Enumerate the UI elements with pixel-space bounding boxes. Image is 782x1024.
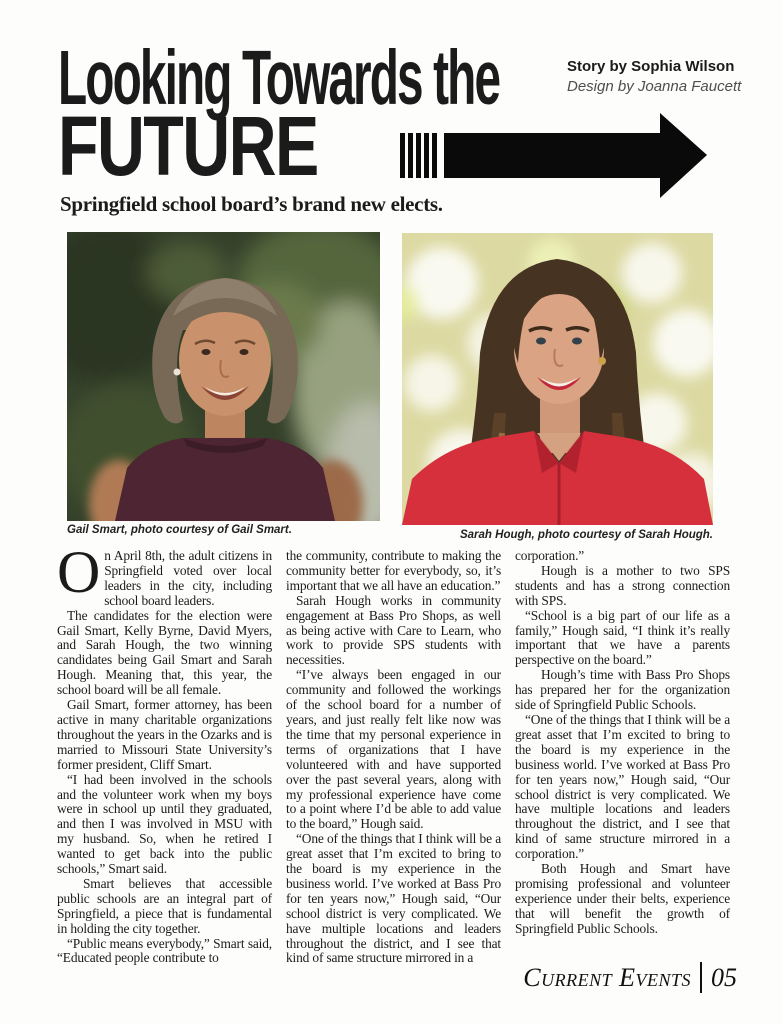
photo-gail-smart — [67, 232, 380, 521]
article-paragraph: “One of the things that I think will be a great asset that I’m excited to bring to the board is my experience in the business world. I’ve worked at Bass Pro for ten years now,” Hough said, “Our school district is very complicated. We have multiple locations and leaders throughout the district, and I see that kind of same structure mirrored in a corporation.” — [515, 711, 730, 862]
arrow-stripe — [416, 133, 421, 178]
article-column-3 — [515, 549, 730, 966]
arrow-shaft — [444, 133, 662, 178]
article-subtitle: Springfield school board’s brand new elects. — [60, 192, 443, 216]
article-paragraph: Hough’s time with Bass Pro Shops has prepared her for the organization side of Springfield Public Schools. — [515, 667, 730, 713]
article-paragraph: “I had been involved in the schools and the volunteer work when my boys were in school up until they graduated, and then I was involved in MSU with my husband. So, when he retired I wanted to get back into the public schools,” Smart said. — [57, 771, 272, 877]
footer-divider — [700, 962, 702, 993]
photo-sarah-hough — [402, 233, 713, 525]
article-paragraph: “School is a big part of our life as a family,” Hough said, “I think it’s really important that we have a parents perspective on the board.” — [515, 607, 730, 668]
byline — [567, 57, 747, 97]
article-paragraph: Sarah Hough works in community engagement at Bass Pro Shops, as well as being active with Care to Learn, who work to provide SPS students with necessities. — [286, 592, 501, 668]
page-title: Looking Towards the — [58, 35, 500, 121]
photo-caption-sarah: Sarah Hough, photo courtesy of Sarah Hough. — [459, 529, 713, 541]
arrow-stripe — [400, 133, 405, 178]
page-title-line2: FUTURE — [58, 99, 318, 193]
arrow-stripe — [432, 133, 437, 178]
article-paragraph: “Public means everybody,” Smart said, “Educated people contribute to — [57, 935, 272, 966]
article-paragraph: On April 8th, the adult citizens in Springfield voted over local leaders in the city, including school board leaders. — [57, 539, 272, 608]
article-column-1 — [57, 539, 272, 966]
arrow-graphic — [400, 113, 708, 198]
design-byline: Design by Joanna Faucett — [567, 78, 742, 95]
article-paragraph: Both Hough and Smart have promising professional and volunteer experience under their belts, experience that will benefit the growth of Springfield Public Schools. — [515, 861, 730, 936]
arrow-head-icon — [660, 113, 707, 198]
article-paragraph: Smart believes that accessible public schools are an integral part of Springfield, a piece that is fundamental in holding the city together. — [57, 875, 272, 936]
drop-cap: O — [57, 539, 101, 605]
article-column-2 — [286, 549, 501, 966]
article-paragraph: Gail Smart, former attorney, has been active in many charitable organizations throughout the years in the Ozarks and is married to Missouri State University’s former president, Cliff Smart. — [57, 697, 272, 772]
page-number: 05 — [711, 962, 737, 992]
arrow-stripe — [408, 133, 413, 178]
article-paragraph: “One of the things that I think will be a great asset that I’m excited to bring to the board is my experience in the business world. I’ve worked at Bass Pro for ten years now,” Hough said, “Our school district is very complicated. We have multiple locations and leaders throughout the district, and I see that kind of same structure mirrored in a — [286, 831, 501, 966]
arrow-stripe — [424, 133, 429, 178]
sarah-portrait-illustration — [402, 233, 713, 525]
article-paragraph: corporation.” — [515, 548, 585, 563]
gail-portrait-illustration — [67, 232, 380, 521]
page-footer — [523, 962, 737, 993]
article-body — [57, 539, 730, 966]
article-paragraph: “I’ve always been engaged in our community and followed the workings of the school board for a number of years, and just really felt like now was the time that my personal experience in terms of organizations that I have volunteered with and have supported over the past several years, along with my professional experience have come to a point where I’d be able to add value to the board,” Hough said. — [286, 667, 501, 832]
article-paragraph: Hough is a mother to two SPS students and has a strong connection with SPS. — [515, 562, 730, 608]
section-title: Current Events — [523, 962, 691, 992]
photo-caption-gail: Gail Smart, photo courtesy of Gail Smart. — [67, 524, 292, 536]
article-paragraph: The candidates for the election were Gail Smart, Kelly Byrne, David Myers, and Sarah Hough, the two winning candidates being Gail Smart and Sarah Hough. Meaning that, this year, the school board will be all female. — [57, 607, 272, 698]
story-byline: Story by Sophia Wilson — [567, 58, 735, 75]
article-paragraph: the community, contribute to making the community better for everybody, so, it’s important that we all have an education.” — [286, 548, 501, 593]
